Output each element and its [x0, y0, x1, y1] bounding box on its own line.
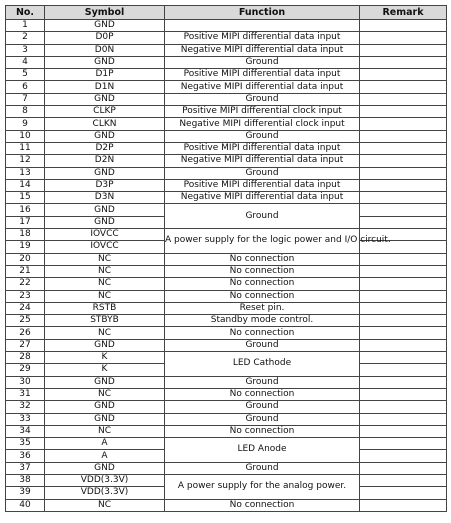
pin-symbol: NC — [45, 290, 165, 302]
table-row — [6, 93, 447, 105]
pin-remark — [360, 450, 447, 462]
table-row — [6, 265, 447, 277]
pin-function: Positive MIPI differential data input — [165, 32, 360, 44]
pin-remark — [360, 130, 447, 142]
pin-symbol: GND — [45, 204, 165, 216]
pin-remark — [360, 106, 447, 118]
pin-symbol: A — [45, 450, 165, 462]
table-row — [6, 302, 447, 314]
pin-number: 7 — [6, 93, 45, 105]
pin-number: 9 — [6, 118, 45, 130]
pin-number: 30 — [6, 376, 45, 388]
table-body — [6, 20, 447, 512]
pin-symbol: GND — [45, 130, 165, 142]
table-row — [6, 413, 447, 425]
pin-function: Reset pin. — [165, 302, 360, 314]
pin-symbol: K — [45, 352, 165, 364]
pin-number: 16 — [6, 204, 45, 216]
pin-number: 36 — [6, 450, 45, 462]
pin-symbol: GND — [45, 413, 165, 425]
pin-remark — [360, 32, 447, 44]
pin-symbol: GND — [45, 167, 165, 179]
pin-function: No connection — [165, 327, 360, 339]
pin-number: 10 — [6, 130, 45, 142]
pin-function: Positive MIPI differential data input — [165, 179, 360, 191]
table-row — [6, 388, 447, 400]
table-row — [6, 499, 447, 511]
pin-symbol: D1N — [45, 81, 165, 93]
pin-number: 25 — [6, 315, 45, 327]
pin-remark — [360, 155, 447, 167]
pin-number: 14 — [6, 179, 45, 191]
table-row — [6, 474, 447, 486]
pin-symbol: GND — [45, 56, 165, 68]
table-row — [6, 401, 447, 413]
pin-remark — [360, 20, 447, 32]
pin-number: 23 — [6, 290, 45, 302]
pin-number: 40 — [6, 499, 45, 511]
table-row — [6, 339, 447, 351]
pin-number: 4 — [6, 56, 45, 68]
table-row — [6, 352, 447, 364]
pin-function: No connection — [165, 425, 360, 437]
pin-remark — [360, 204, 447, 216]
pin-symbol: D2P — [45, 142, 165, 154]
pin-function: A power supply for the logic power and I/O circuit. — [165, 229, 360, 254]
pin-remark — [360, 413, 447, 425]
pin-function: Negative MIPI differential data input — [165, 44, 360, 56]
pin-symbol: NC — [45, 278, 165, 290]
pin-number: 38 — [6, 474, 45, 486]
pin-remark — [360, 376, 447, 388]
pin-assignment-table — [5, 5, 447, 512]
pin-symbol: GND — [45, 216, 165, 228]
pin-symbol: D3P — [45, 179, 165, 191]
pin-remark — [360, 315, 447, 327]
table-row — [6, 253, 447, 265]
pin-remark — [360, 192, 447, 204]
pin-symbol: NC — [45, 499, 165, 511]
pin-number: 8 — [6, 106, 45, 118]
pin-remark — [360, 364, 447, 376]
pin-number: 31 — [6, 388, 45, 400]
header-remark: Remark — [360, 6, 447, 20]
pin-symbol: RSTB — [45, 302, 165, 314]
pin-symbol: D3N — [45, 192, 165, 204]
pin-number: 6 — [6, 81, 45, 93]
table-row — [6, 32, 447, 44]
pin-remark — [360, 499, 447, 511]
pin-remark — [360, 352, 447, 364]
pin-symbol: D1P — [45, 69, 165, 81]
pin-function: No connection — [165, 290, 360, 302]
pin-remark — [360, 118, 447, 130]
pin-remark — [360, 44, 447, 56]
table-row — [6, 167, 447, 179]
pin-function: LED Cathode — [165, 352, 360, 377]
table-row — [6, 425, 447, 437]
table-row — [6, 315, 447, 327]
pin-number: 34 — [6, 425, 45, 437]
pin-symbol: GND — [45, 462, 165, 474]
header-symbol: Symbol — [45, 6, 165, 20]
pin-symbol: IOVCC — [45, 241, 165, 253]
pin-remark — [360, 462, 447, 474]
pin-number: 18 — [6, 229, 45, 241]
pin-function: Ground — [165, 204, 360, 229]
pin-function: Ground — [165, 376, 360, 388]
pin-function: Ground — [165, 339, 360, 351]
table-row — [6, 130, 447, 142]
pin-remark — [360, 487, 447, 499]
pin-remark — [360, 425, 447, 437]
table-row — [6, 179, 447, 191]
pin-remark — [360, 93, 447, 105]
pin-number: 39 — [6, 487, 45, 499]
table-row — [6, 229, 447, 241]
pin-number: 5 — [6, 69, 45, 81]
pin-remark — [360, 56, 447, 68]
pin-remark — [360, 474, 447, 486]
pin-symbol: VDD(3.3V) — [45, 474, 165, 486]
pin-number: 12 — [6, 155, 45, 167]
pin-number: 1 — [6, 20, 45, 32]
pin-function: Ground — [165, 401, 360, 413]
pin-remark — [360, 327, 447, 339]
table-header-row — [6, 6, 447, 20]
pin-number: 15 — [6, 192, 45, 204]
header-no: No. — [6, 6, 45, 20]
pin-number: 2 — [6, 32, 45, 44]
pin-number: 13 — [6, 167, 45, 179]
pin-symbol: NC — [45, 425, 165, 437]
table-row — [6, 118, 447, 130]
pin-remark — [360, 302, 447, 314]
pin-function: No connection — [165, 388, 360, 400]
pin-function: No connection — [165, 265, 360, 277]
pin-number: 3 — [6, 44, 45, 56]
pin-function: Negative MIPI differential data input — [165, 81, 360, 93]
pin-symbol: K — [45, 364, 165, 376]
table-row — [6, 290, 447, 302]
pin-number: 11 — [6, 142, 45, 154]
pin-remark — [360, 142, 447, 154]
pin-function: Negative MIPI differential data input — [165, 192, 360, 204]
pin-number: 21 — [6, 265, 45, 277]
table-row — [6, 438, 447, 450]
pin-symbol: STBYB — [45, 315, 165, 327]
pin-function — [165, 20, 360, 32]
pin-remark — [360, 339, 447, 351]
table-row — [6, 142, 447, 154]
pin-number: 26 — [6, 327, 45, 339]
pin-number: 20 — [6, 253, 45, 265]
pin-function: Negative MIPI differential clock input — [165, 118, 360, 130]
pin-symbol: D0N — [45, 44, 165, 56]
pin-symbol: NC — [45, 253, 165, 265]
pin-remark — [360, 253, 447, 265]
pin-function: No connection — [165, 499, 360, 511]
pin-function: Ground — [165, 413, 360, 425]
pin-function: No connection — [165, 253, 360, 265]
table-row — [6, 69, 447, 81]
pin-function: LED Anode — [165, 438, 360, 463]
pin-function: Positive MIPI differential data input — [165, 142, 360, 154]
pin-symbol: D2N — [45, 155, 165, 167]
pin-function: Ground — [165, 462, 360, 474]
pin-symbol: GND — [45, 401, 165, 413]
table-row — [6, 20, 447, 32]
table-row — [6, 192, 447, 204]
pin-function: Standby mode control. — [165, 315, 360, 327]
pin-symbol: A — [45, 438, 165, 450]
pin-number: 19 — [6, 241, 45, 253]
pin-function: Ground — [165, 93, 360, 105]
pin-symbol: IOVCC — [45, 229, 165, 241]
pin-number: 17 — [6, 216, 45, 228]
pin-number: 32 — [6, 401, 45, 413]
pin-symbol: D0P — [45, 32, 165, 44]
table-row — [6, 81, 447, 93]
pin-symbol: GND — [45, 20, 165, 32]
pin-remark — [360, 167, 447, 179]
table-row — [6, 106, 447, 118]
pin-symbol: NC — [45, 388, 165, 400]
pin-number: 29 — [6, 364, 45, 376]
table-row — [6, 44, 447, 56]
pin-function: Positive MIPI differential clock input — [165, 106, 360, 118]
pin-symbol: NC — [45, 327, 165, 339]
pin-remark — [360, 438, 447, 450]
pin-remark — [360, 69, 447, 81]
pin-function: A power supply for the analog power. — [165, 474, 360, 499]
pin-symbol: GND — [45, 339, 165, 351]
table-row — [6, 278, 447, 290]
pin-number: 28 — [6, 352, 45, 364]
pin-remark — [360, 216, 447, 228]
pin-symbol: VDD(3.3V) — [45, 487, 165, 499]
pin-function: Ground — [165, 167, 360, 179]
pin-number: 35 — [6, 438, 45, 450]
pin-remark — [360, 179, 447, 191]
pin-number: 22 — [6, 278, 45, 290]
pin-symbol: GND — [45, 376, 165, 388]
pin-number: 37 — [6, 462, 45, 474]
pin-symbol: CLKP — [45, 106, 165, 118]
pin-function: No connection — [165, 278, 360, 290]
table-row — [6, 155, 447, 167]
pin-table-container — [5, 5, 446, 512]
pin-remark — [360, 265, 447, 277]
pin-remark — [360, 388, 447, 400]
table-row — [6, 204, 447, 216]
pin-number: 33 — [6, 413, 45, 425]
pin-remark — [360, 401, 447, 413]
pin-function: Positive MIPI differential data input — [165, 69, 360, 81]
header-function: Function — [165, 6, 360, 20]
pin-function: Ground — [165, 130, 360, 142]
pin-symbol: NC — [45, 265, 165, 277]
table-row — [6, 56, 447, 68]
table-row — [6, 462, 447, 474]
pin-number: 27 — [6, 339, 45, 351]
pin-function: Negative MIPI differential data input — [165, 155, 360, 167]
pin-symbol: GND — [45, 93, 165, 105]
pin-remark — [360, 278, 447, 290]
pin-function: Ground — [165, 56, 360, 68]
table-row — [6, 376, 447, 388]
pin-symbol: CLKN — [45, 118, 165, 130]
table-row — [6, 327, 447, 339]
pin-remark — [360, 81, 447, 93]
pin-number: 24 — [6, 302, 45, 314]
pin-remark — [360, 290, 447, 302]
